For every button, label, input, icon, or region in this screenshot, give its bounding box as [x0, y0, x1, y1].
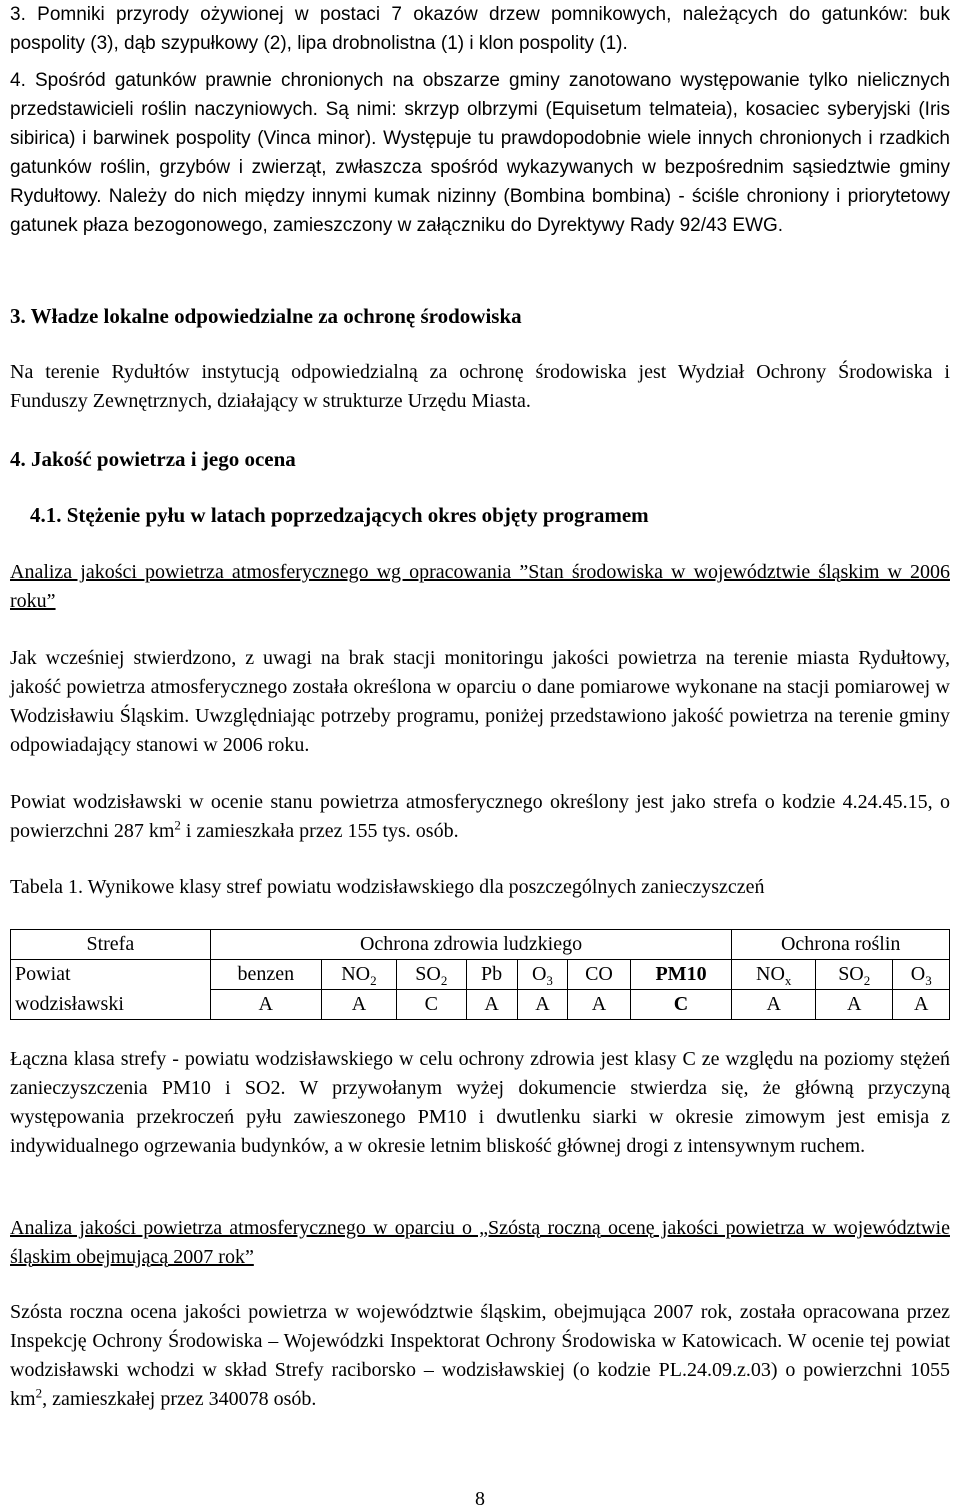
analysis-2006-title: Analiza jakości powietrza atmosferycznego wg opracowania ”Stan środowiska w województwie śląskim w 2006 roku” [10, 561, 950, 612]
table-class-row [11, 990, 950, 1020]
paragraph-powiat-zone: Powiat wodzisławski w ocenie stanu powietrza atmosferycznego określony jest jako strefa o kodzie 4.24.45.15, o powierzchni 287 $km^2$ i zamieszkała przez 155 tys. osób. [10, 791, 950, 842]
pollutant-cell: $O_3$ [893, 960, 950, 990]
results-table-wrapper [10, 929, 950, 1020]
class-cell: A [321, 990, 396, 1020]
class-cell: A [568, 990, 630, 1020]
heading-air-quality: 4. Jakość powietrza i jego ocena [10, 447, 296, 471]
class-cell: A [893, 990, 950, 1020]
class-cell: C [397, 990, 467, 1020]
pollutant-cell: $SO_2$ [397, 960, 467, 990]
heading-local-authorities: 3. Władze lokalne odpowiedzialne za ochronę środowiska [10, 304, 522, 328]
class-cell: A [466, 990, 517, 1020]
paragraph-sixth-assessment: Szósta roczna ocena jakości powietrza w województwie śląskim, obejmująca 2007 rok, została opracowana przez Inspekcję Ochrony Środowiska – Wojewódzki Inspektorat Ochrony Środowiska w Katowicach. W ocenie tej powiat wodzisławski wchodzi w skład Strefy raciborsko – wodzisławskiej (o kodzie PL.24.09.z.03) o powierzchni 1055 $km^2$, zamieszkałej przez 340078 osób. [10, 1301, 950, 1410]
header-plant-protection: Ochrona roślin [732, 930, 950, 960]
pollutant-cell: Pb [466, 960, 517, 990]
pollutant-cell: $NO_x$ [732, 960, 816, 990]
class-cell: A [517, 990, 568, 1020]
class-cell-pm10: C [630, 990, 732, 1020]
zone-name-line2: wodzisławski [11, 990, 211, 1020]
zone-name-line1: Powiat [11, 960, 211, 990]
table-header-row [11, 930, 950, 960]
pollutant-cell: $SO_2$ [816, 960, 893, 990]
table-pollutant-row [11, 960, 950, 990]
class-cell: A [732, 990, 816, 1020]
header-human-health: Ochrona zdrowia ludzkiego [210, 930, 732, 960]
paragraph-authority: Na terenie Rydułtów instytucją odpowiedzialną za ochronę środowiska jest Wydział Ochrony Środowiska i Funduszy Zewnętrznych, działający w strukturze Urzędu Miasta. [10, 361, 950, 412]
page-number: 8 [475, 1488, 485, 1510]
pollutant-cell: benzen [210, 960, 321, 990]
paragraph-protected-species: 4. Spośród gatunków prawnie chronionych na obszarze gminy zanotowano występowanie tylko nielicznych przedstawicieli roślin naczyniowych. Są nimi: skrzyp olbrzymi (Equisetum telmateia), kosaciec syberyjski (Iris sibirica) i barwinek pospolity (Vinca minor). Występuje tu prawdopodobnie wiele innych chronionych i rzadkich gatunków roślin, grzybów i zwierząt, zwłaszcza spośród wykazywanych w bezpośrednim sąsiedztwie gminy Rydułtowy. Należy do nich między innymi kumak nizinny (Bombina bombina) - ściśle chroniony i priorytetowy gatunek płaza bezogonowego, zamieszczony w załączniku do Dyrektywy Rady 92/43 EWG. [10, 70, 950, 236]
class-cell: A [210, 990, 321, 1020]
pollutant-cell: $NO_2$ [321, 960, 396, 990]
analysis-2007-title: Analiza jakości powietrza atmosferycznego w oparciu o „Szóstą roczną ocenę jakości powietrza w województwie śląskim obejmującą 2007 rok” [10, 1217, 950, 1268]
paragraph-natural-monuments: 3. Pomniki przyrody ożywionej w postaci 7 okazów drzew pomnikowych, należących do gatunków: buk pospolity (3), dąb szypułkowy (2), lipa drobnolistna (1) i klon pospolity (1). [10, 4, 950, 54]
pollutant-cell: CO [568, 960, 630, 990]
class-cell: A [816, 990, 893, 1020]
results-table [10, 929, 950, 1020]
paragraph-2006-assessment: Jak wcześniej stwierdzono, z uwagi na brak stacji monitoringu jakości powietrza na terenie miasta Rydułtowy, jakość powietrza atmosferycznego została określona w oparciu o dane pomiarowe wykonane na stacji pomiarowej w Wodzisławiu Śląskim. Uwzględniając potrzeby programu, poniżej przedstawiono jakość powietrza na terenie gminy odpowiadający stanowi w 2006 roku. [10, 647, 950, 756]
pollutant-cell-pm10: PM10 [630, 960, 732, 990]
heading-dust-concentration: 4.1. Stężenie pyłu w latach poprzedzających okres objęty programem [30, 503, 649, 527]
table-caption: Tabela 1. Wynikowe klasy stref powiatu wodzisławskiego dla poszczególnych zanieczyszczeń [10, 876, 765, 898]
header-zone: Strefa [11, 930, 211, 960]
paragraph-total-class: Łączna klasa strefy - powiatu wodzisławskiego w celu ochrony zdrowia jest klasy C ze względu na poziomy stężeń zanieczyszczenia PM10 i SO2. W przywołanym wyżej dokumencie stwierdza się, że główną przyczyną występowania przekroczeń pyłu zawieszonego PM10 i dwutlenku siarki w okresie zimowym jest emisja z indywidualnego ogrzewania budynków, a w okresie letnim bliskość głównej drogi z intensywnym ruchem. [10, 1048, 950, 1157]
pollutant-cell: $O_3$ [517, 960, 568, 990]
